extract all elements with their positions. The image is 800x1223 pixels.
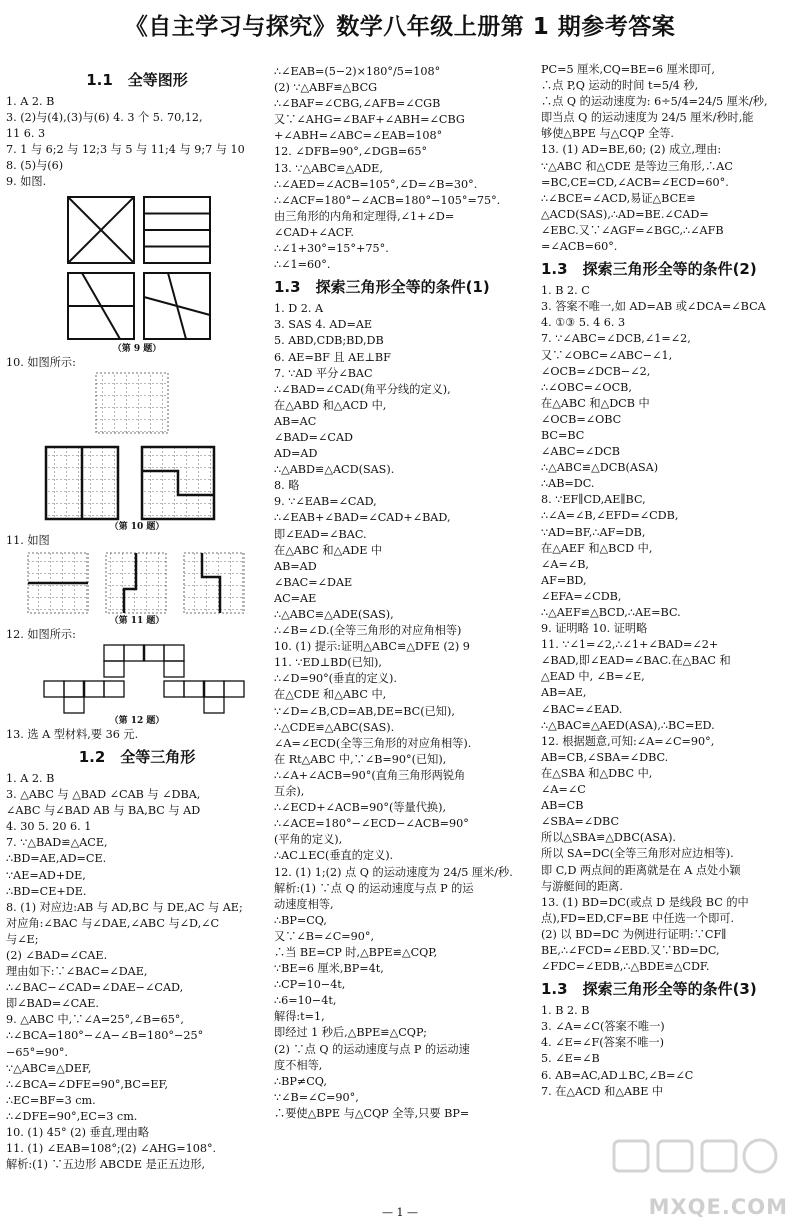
answer-line: 互余),	[274, 785, 305, 799]
answer-line: ∴△CDE≌△ABC(SAS).	[274, 720, 395, 734]
answer-line: (2) ∠BAD=∠CAE.	[6, 948, 108, 962]
answer-line: ∠CAD+∠ACF.	[274, 225, 354, 239]
column-2	[274, 64, 536, 1122]
answer-line: ∴BP=CQ,	[274, 913, 327, 927]
answer-line: ∠OCB=∠OBC	[541, 412, 622, 426]
answer-line: 1. A 2. B	[6, 771, 55, 785]
answer-line: 8. ∵EF∥CD,AE∥BC,	[541, 493, 646, 507]
answer-line: ∵∠D=∠B,CD=AB,DE=BC(已知),	[274, 704, 455, 718]
figure-9-drawing	[64, 193, 214, 343]
answer-line: (平角的定义),	[274, 833, 343, 847]
answer-line: ∠ABC 与∠BAD AB 与 BA,BC 与 AD	[6, 804, 201, 818]
answer-line: 3. 答案不唯一,如 AD=AB 或∠DCA=∠BCA	[541, 300, 766, 314]
answer-line: 5. ∠E=∠B	[541, 1052, 600, 1066]
section-heading-1-3-3: 1.3 探索三角形全等的条件(3)	[541, 980, 757, 999]
answer-line: ∴△ABC≌△DCB(ASA)	[541, 461, 659, 475]
section-heading-1-2: 1.2 全等三角形	[78, 747, 196, 766]
answer-line: ∠A=∠B,	[541, 557, 589, 571]
answer-line: 即∠EAD=∠BAC.	[274, 527, 367, 541]
answer-line: ∵BE=6 厘米,BP=4t,	[274, 962, 384, 976]
section-heading-1-1: 1.1 全等图形	[86, 71, 188, 89]
answer-line: ∴AC⊥EC(垂直的定义).	[274, 849, 394, 863]
answer-line: ∴∠BAD=∠CAD(角平分线的定义),	[274, 382, 451, 396]
answer-line: ∴BP≠CQ,	[274, 1074, 327, 1088]
answer-line: ∴EC=BF=3 cm.	[6, 1093, 96, 1107]
answer-line: ∠ABC=∠DCB	[541, 445, 620, 459]
answer-line: +∠ABH=∠ABC=∠EAB=108°	[274, 129, 443, 143]
answer-line: 7. ∵△BAD≌△ACE,	[6, 836, 108, 850]
answer-line: ∴∠EAB+∠BAD=∠CAD+∠BAD,	[274, 511, 451, 525]
answer-line: 11 6. 3	[6, 127, 46, 141]
answer-line: ∵AE=AD+DE,	[6, 868, 86, 882]
answer-line: 10. (1) 45° (2) 垂直,理由略	[6, 1126, 150, 1139]
figure-11-caption: （第 11 题）	[109, 615, 165, 626]
answer-line: △ACD(SAS),∴AD=BE.∠CAD=	[541, 207, 709, 221]
page-number: — 1 —	[382, 1206, 418, 1219]
answer-line: ∵△ABC 和△CDE 是等边三角形,∴AC	[541, 159, 733, 173]
answer-line: ∴∠BCA=180°−∠A−∠B=180°−25°	[6, 1029, 204, 1043]
answer-line: (2) 以 BD=DC 为例进行证明:∵CF∥	[541, 927, 727, 941]
answer-line: ∴∠DFE=90°,EC=3 cm.	[6, 1109, 138, 1123]
answer-line: 9. 如图.	[6, 175, 47, 189]
figure-9-caption: （第 9 题）	[112, 343, 162, 354]
answer-line: ∴∠BAC−∠CAD=∠DAE−∠CAD,	[6, 981, 184, 995]
figure-10-drawing	[42, 371, 222, 521]
answer-line: ∠BAD,即∠EAD=∠BAC.在△BAC 和	[541, 654, 731, 668]
answer-line: ∴∠1+30°=15°+75°.	[274, 242, 389, 256]
answer-line: 即 C,D 两点间的距离就是在 A 点处小颖	[541, 863, 741, 877]
answer-line: ∠EFA=∠CDB,	[541, 589, 622, 603]
answer-line: ∴△ABC≌△ADE(SAS),	[274, 608, 394, 621]
page-title: 《自主学习与探究》数学八年级上册第 1 期参考答案	[124, 14, 676, 40]
answer-line: ∴∠D=90°(垂直的定义).	[274, 672, 397, 686]
answer-line: ∵△ABC≌△DEF,	[6, 1061, 92, 1075]
answer-line: 在△CDE 和△ABC 中,	[274, 688, 387, 702]
answers-1-3-1	[274, 301, 536, 1122]
answer-line: PC=5 厘米,CQ=BE=6 厘米即可,	[541, 63, 715, 76]
answer-line: 4. ①③ 5. 4 6. 3	[541, 316, 626, 330]
answer-line: ∠SBA=∠DBC	[541, 815, 620, 829]
answers-1-3-1-continued	[541, 62, 794, 255]
figure-10	[42, 371, 268, 521]
answer-line: 对应角:∠BAC 与∠DAE,∠ABC 与∠D,∠C	[6, 916, 220, 930]
answer-line: 即经过 1 秒后,△BPE≌△CQP;	[274, 1026, 427, 1040]
answer-line: ∠BAD=∠CAD	[274, 430, 354, 444]
answer-line: ∴BD=AE,AD=CE.	[6, 852, 107, 866]
answer-line: ∠A=∠ECD(全等三角形的对应角相等).	[274, 736, 472, 750]
watermark-text: MXQE.COM	[648, 1195, 788, 1219]
answer-line: 7. ∵AD 平分∠BAC	[274, 366, 373, 380]
answers-1-3-3	[541, 1003, 794, 1100]
answer-line: =BC,CE=CD,∠ACB=∠ECD=60°.	[541, 175, 729, 189]
answer-line: 1. D 2. A	[274, 302, 324, 316]
answer-line: ∴点 Q 的运动速度为: 6÷5/4=24/5 厘米/秒,	[541, 95, 768, 109]
answer-line: ∴∠OBC=∠OCB,	[541, 380, 632, 394]
answer-line: 在△ABD 和△ACD 中,	[274, 398, 387, 412]
answers-1-2-continued	[274, 64, 536, 273]
figure-12-drawing	[34, 643, 254, 715]
answer-line: (2) ∵△ABF≌△BCG	[274, 81, 378, 95]
answer-line: ∴当 BE=CP 时,△BPE≌△CQP,	[274, 945, 438, 959]
answer-line: AF=BD,	[541, 573, 587, 587]
answer-line: 又∵∠AHG=∠BAF+∠ABH=∠CBG	[274, 113, 465, 127]
answer-line: ∴∠BAF=∠CBG,∠AFB=∠CGB	[274, 97, 441, 111]
answer-line: ∴∠AED=∠ACB=105°,∠D=∠B=30°.	[274, 177, 478, 191]
answer-line: AB=AD	[274, 559, 317, 573]
answer-line: 解析:(1) ∵五边形 ABCDE 是正五边形,	[6, 1158, 206, 1172]
answer-line: ∴∠ACF=180°−∠ACB=180°−105°=75°.	[274, 193, 501, 207]
answer-line: ∴∠A=∠B,∠EFD=∠CDB,	[541, 509, 679, 523]
answer-line: 8. 略	[274, 479, 300, 493]
answer-line: ∴∠EAB=(5−2)×180°/5=108°	[274, 65, 441, 78]
answer-line: 6. AB=AC,AD⊥BC,∠B=∠C	[541, 1068, 694, 1082]
answer-line: BE,∴∠FCD=∠EBD.又∵BD=DC,	[541, 943, 720, 957]
figure-11-drawing	[26, 549, 256, 615]
answer-line: 由三角形的内角和定理得,∠1+∠D=	[274, 209, 455, 223]
answer-line: ∴6=10−4t,	[274, 994, 337, 1008]
answer-line: ∴∠BCE=∠ACD,易证△BCE≌	[541, 191, 696, 205]
answer-line: ∴AB=DC.	[541, 477, 595, 491]
answer-line: ∴△AEF≌△BCD,∴AE=BC.	[541, 606, 681, 619]
answer-line: 理由如下:∵∠BAC=∠DAE,	[6, 965, 148, 979]
answer-line: 11. ∵∠1=∠2,∴∠1+∠BAD=∠2+	[541, 638, 719, 652]
answer-line: AB=AE,	[541, 686, 587, 700]
answer-line: 7. 在△ACD 和△ABE 中	[541, 1084, 664, 1098]
answer-line: 在△ABC 和△DCB 中	[541, 396, 650, 410]
section-heading-1-3-1: 1.3 探索三角形全等的条件(1)	[274, 278, 490, 297]
question-11: 11. 如图	[6, 533, 50, 547]
answer-line: ∴∠ECD+∠ACB=90°(等量代换),	[274, 801, 447, 815]
answer-line: ∠FDC=∠EDB,∴△BDE≌△CDF.	[541, 960, 710, 974]
answers-1-1	[6, 94, 268, 191]
answer-line: 4. 30 5. 20 6. 1	[6, 820, 92, 834]
answer-line: ∠EBC.又∵∠AGF=∠BGC,∴∠AFB	[541, 223, 724, 237]
answers-1-2	[6, 771, 268, 1173]
answer-line: 12. ∠DFB=90°,∠DGB=65°	[274, 145, 428, 159]
figure-10-caption: （第 10 题）	[109, 521, 165, 532]
answer-line: ∴∠BCA=∠DFE=90°,BC=EF,	[6, 1077, 169, 1091]
answer-line: BC=BC	[541, 428, 585, 442]
answer-line: AB=CB,∠SBA=∠DBC.	[541, 750, 669, 764]
answer-line: 在 Rt△ABC 中,∵∠B=90°(已知),	[274, 752, 447, 766]
column-1	[6, 66, 268, 1173]
answer-13: 13. 选 A 型材料,要 36 元.	[6, 727, 139, 741]
answer-line: −65°=90°.	[6, 1045, 68, 1059]
answer-line: ∴要使△BPE 与△CQP 全等,只要 BP=	[274, 1106, 470, 1120]
column-3	[541, 62, 794, 1100]
answer-line: ∵∠B=∠C=90°,	[274, 1090, 359, 1104]
answers-1-3-2	[541, 283, 794, 975]
answer-line: ∠BAC=∠DAE	[274, 575, 353, 589]
answer-line: 9. ∵∠EAB=∠CAD,	[274, 495, 377, 509]
answer-line: 3. (2)与(4),(3)与(6) 4. 3 个 5. 70,12,	[6, 111, 203, 125]
answer-line: 8. (1) 对应边:AB 与 AD,BC 与 DE,AC 与 AE;	[6, 900, 243, 914]
answer-line: 3. △ABC 与 △BAD ∠CAB 与 ∠DBA,	[6, 788, 201, 802]
answer-line: 解得:t=1,	[274, 1010, 325, 1024]
figure-12-caption: （第 12 题）	[109, 715, 165, 726]
answer-line: ∴∠1=60°.	[274, 258, 331, 272]
answer-line: 3. ∠A=∠C(答案不唯一)	[541, 1020, 665, 1034]
answer-line: AB=AC	[274, 414, 317, 428]
answer-line: 3. SAS 4. AD=AE	[274, 318, 373, 332]
answer-line: 在△ABC 和△ADE 中	[274, 543, 383, 557]
answer-line: 11. ∵ED⊥BD(已知),	[274, 656, 382, 670]
answer-line: ∠A=∠C	[541, 783, 586, 797]
figure-12	[34, 643, 268, 715]
answer-line: 13. (1) AD=BE,60; (2) 成立,理由:	[541, 143, 722, 157]
answer-line: 即当点 Q 的运动速度为 24/5 厘米/秒时,能	[541, 111, 754, 125]
answer-line: 在△AEF 和△BCD 中,	[541, 541, 653, 555]
answer-line: =∠ACB=60°.	[541, 240, 618, 254]
answer-line: ∠BAC=∠EAD.	[541, 702, 623, 716]
answer-line: ∴CP=10−4t,	[274, 978, 346, 992]
answer-line: 9. △ABC 中,∵∠A=25°,∠B=65°,	[6, 1013, 184, 1027]
answer-line: ∴点 P,Q 运动的时间 t=5/4 秒,	[541, 79, 699, 93]
answer-line: ∴∠A+∠ACB=90°(直角三角形两锐角	[274, 768, 466, 782]
answer-line: 解析:(1) ∵点 Q 的运动速度与点 P 的运	[274, 881, 474, 895]
answer-line: 在△SBA 和△DBC 中,	[541, 766, 653, 780]
answer-line: △EAD 中, ∠B=∠E,	[541, 670, 645, 684]
answer-line: ∠OCB=∠DCB−∠2,	[541, 364, 651, 378]
answer-line: ∴∠ACE=180°−∠ECD−∠ACB=90°	[274, 817, 469, 831]
answer-line: 7. 1 与 6;2 与 12;3 与 5 与 11;4 与 9;7 与 10	[6, 143, 245, 157]
answer-line: 8. (5)与(6)	[6, 159, 64, 173]
answer-line: 11. (1) ∠EAB=108°;(2) ∠AHG=108°.	[6, 1142, 217, 1156]
answer-line: ∴BD=CE+DE.	[6, 884, 87, 898]
answer-line: 13. ∵△ABC≌△ADE,	[274, 161, 383, 175]
answer-line: 与∠E;	[6, 932, 39, 946]
answer-line: ∴△ABD≌△ACD(SAS).	[274, 463, 395, 477]
answer-line: 动速度相等,	[274, 897, 334, 911]
figure-11	[26, 549, 268, 615]
answer-line: ∴△BAC≌△AED(ASA),∴BC=ED.	[541, 718, 715, 732]
section-heading-1-3-2: 1.3 探索三角形全等的条件(2)	[541, 260, 757, 279]
answer-line: 12. 根据题意,可知:∠A=∠C=90°,	[541, 734, 715, 748]
answer-line: (2) ∵点 Q 的运动速度与点 P 的运动速	[274, 1042, 470, 1056]
answer-line: 5. ABD,CDB;BD,DB	[274, 334, 384, 348]
answer-line: 1. B 2. B	[541, 1004, 590, 1018]
question-10: 10. 如图所示:	[6, 355, 76, 369]
answer-line: 又∵∠OBC=∠ABC−∠1,	[541, 348, 673, 362]
answer-line: AB=CB	[541, 799, 584, 813]
answer-line: ∵AD=BF,∴AF=DB,	[541, 525, 646, 539]
question-12: 12. 如图所示:	[6, 627, 76, 641]
answer-line: AD=AD	[274, 447, 318, 461]
answer-line: 1. A 2. B	[6, 95, 55, 108]
answer-line: 所以△SBA≌△DBC(ASA).	[541, 831, 676, 845]
answer-line: 7. ∵∠ABC=∠DCB,∠1=∠2,	[541, 332, 691, 346]
answer-line: 1. B 2. C	[541, 284, 590, 298]
answer-line: 9. 证明略 10. 证明略	[541, 622, 648, 636]
answer-line: 又∵∠B=∠C=90°,	[274, 929, 375, 943]
answer-line: 12. (1) 1;(2) 点 Q 的运动速度为 24/5 厘米/秒.	[274, 865, 513, 879]
answer-line: 13. (1) BD=DC(或点 D 是线段 BC 的中	[541, 895, 749, 909]
answer-line: 所以 SA=DC(全等三角形对应边相等).	[541, 847, 734, 861]
answer-line: 与游艇间的距离.	[541, 879, 623, 893]
answer-line: 10. (1) 提示:证明△ABC≌△DFE (2) 9	[274, 640, 470, 654]
answer-line: 点),FD=ED,CF=BE 中任选一个即可.	[541, 911, 735, 925]
answer-line: AC=AE	[274, 591, 317, 605]
answer-line: 够使△BPE 与△CQP 全等.	[541, 127, 674, 141]
answer-line: 4. ∠E=∠F(答案不唯一)	[541, 1036, 664, 1050]
answer-line: 即∠BAD=∠CAE.	[6, 997, 99, 1011]
answer-line: 度不相等,	[274, 1058, 323, 1072]
answer-line: 6. AE=BF 且 AE⊥BF	[274, 350, 391, 364]
figure-9	[64, 193, 268, 343]
answer-line: ∴∠B=∠D.(全等三角形的对应角相等)	[274, 624, 462, 638]
